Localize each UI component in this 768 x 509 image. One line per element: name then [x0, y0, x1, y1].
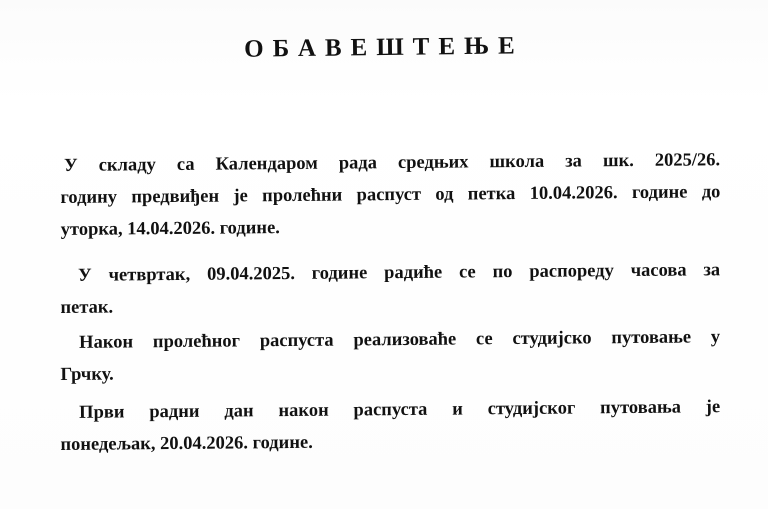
paragraph-line: понедељак, 20.04.2026. године.: [60, 432, 313, 455]
paragraph-line: уторка, 14.04.2026. године.: [60, 218, 280, 240]
paragraph-line: петак.: [60, 297, 114, 318]
paragraph-spring-break: [60, 144, 721, 246]
paragraph-first-working-day: [60, 391, 721, 461]
paragraph-line: Први радни дан након распуста и студијског путовања је: [79, 397, 721, 423]
paragraph-line: годину предвиђен је пролећни распуст од петка 10.04.2026. године до: [60, 182, 721, 208]
notice-title: ОБАВЕШТЕЊЕ: [244, 32, 524, 63]
paragraph-thursday-schedule: [60, 254, 721, 324]
paragraph-line: Након пролећног распуста реализоваће се студијско путовање у: [79, 327, 721, 353]
paragraph-study-trip: [60, 321, 721, 391]
paragraph-line: Грчку.: [60, 364, 114, 385]
paragraph-line: У четвртак, 09.04.2025. године радиће се по распореду часова за: [78, 260, 721, 286]
paragraph-line: У складу са Календаром рада средњих школа за шк. 2025/26.: [64, 150, 721, 176]
